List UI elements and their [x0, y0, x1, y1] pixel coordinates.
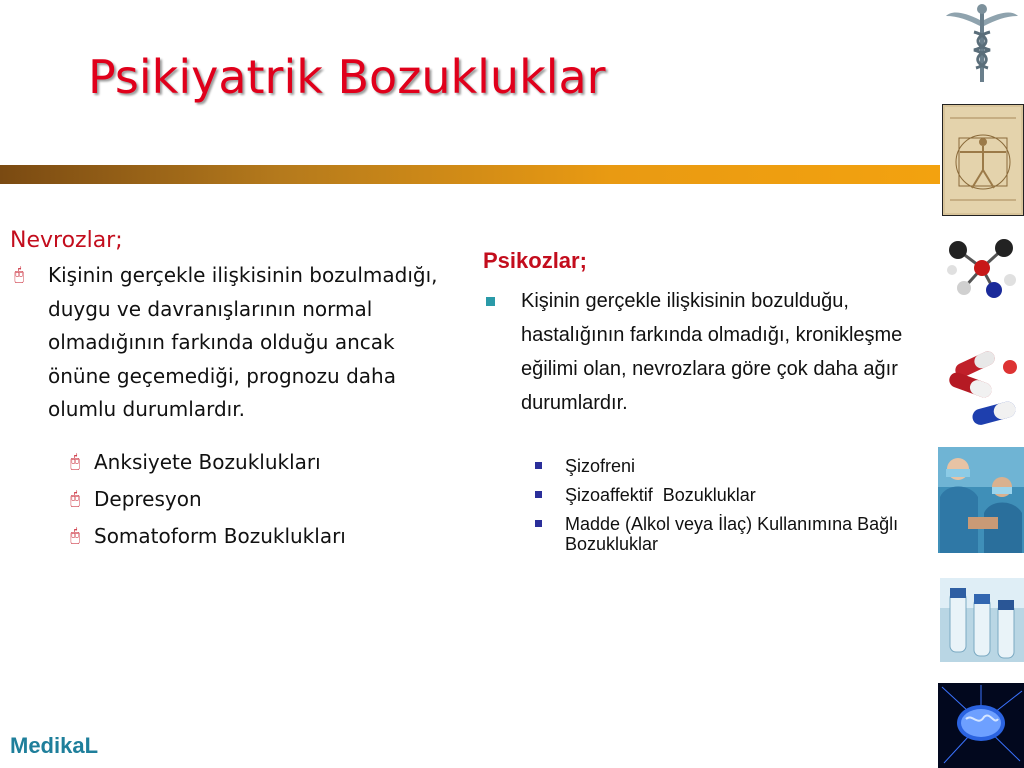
neurosis-item-label: Depresyon: [94, 486, 202, 511]
footer-logo-text: MedikaL: [10, 733, 99, 758]
test-tubes-image: [940, 578, 1024, 662]
mouse-bullet-icon: 🖰: [70, 525, 81, 546]
psychosis-item-label: Şizoaffektif Bozukluklar: [565, 485, 756, 505]
surgeons-image: [938, 447, 1024, 553]
psychosis-list-item: [535, 485, 943, 505]
square-bullet-icon: [535, 462, 542, 469]
square-bullet-icon: [486, 297, 495, 306]
psychosis-heading: Psikozlar;: [483, 248, 587, 273]
brain-image: [938, 683, 1024, 768]
neurosis-item-label: Somatoform Bozuklukları: [94, 523, 346, 548]
neurosis-description: [10, 259, 450, 427]
square-bullet-icon: [535, 491, 542, 498]
neurosis-list-item: [70, 518, 450, 555]
neurosis-list-item: [70, 444, 450, 481]
neurosis-description-text: Kişinin gerçekle ilişkisinin bozulmadığı, duygu ve davranışlarının normal olmadığının farkında olduğu ancak önüne geçemediği, prognozu daha olumlu durumlardır.: [48, 263, 438, 421]
mouse-bullet-icon: 🖰: [14, 265, 25, 285]
square-bullet-icon: [535, 520, 542, 527]
side-image-strip: [938, 0, 1024, 768]
mouse-bullet-icon: 🖰: [70, 488, 81, 509]
psychosis-item-label: Madde (Alkol veya İlaç) Kullanımına Bağlı Bozukluklar: [565, 514, 899, 554]
psychosis-list: [483, 456, 943, 554]
caduceus-icon: [944, 2, 1020, 84]
title-divider-bar: [0, 165, 940, 184]
psychosis-description: [483, 284, 943, 420]
neurosis-list: [10, 444, 450, 555]
psychosis-section: [483, 248, 943, 563]
psychosis-list-item: [535, 456, 943, 476]
psychosis-item-label: Şizofreni: [565, 456, 636, 476]
mouse-bullet-icon: 🖰: [70, 451, 81, 472]
psychosis-list-item: [535, 514, 943, 554]
neurosis-list-item: [70, 481, 450, 518]
vitruvian-man-image: [942, 104, 1024, 216]
neurosis-section: [10, 228, 450, 555]
neurosis-item-label: Anksiyete Bozuklukları: [94, 449, 321, 474]
neurosis-heading: Nevrozlar;: [10, 228, 123, 253]
psychosis-description-text: Kişinin gerçekle ilişkisinin bozulduğu, hastalığının farkında olmadığı, kronikleşme eğilimi olan, nevrozlara göre çok daha ağır durumlardır.: [521, 290, 903, 414]
molecule-image: [944, 230, 1022, 308]
slide-title: Psikiyatrik Bozukluklar: [88, 50, 606, 104]
pills-image: [940, 343, 1024, 431]
